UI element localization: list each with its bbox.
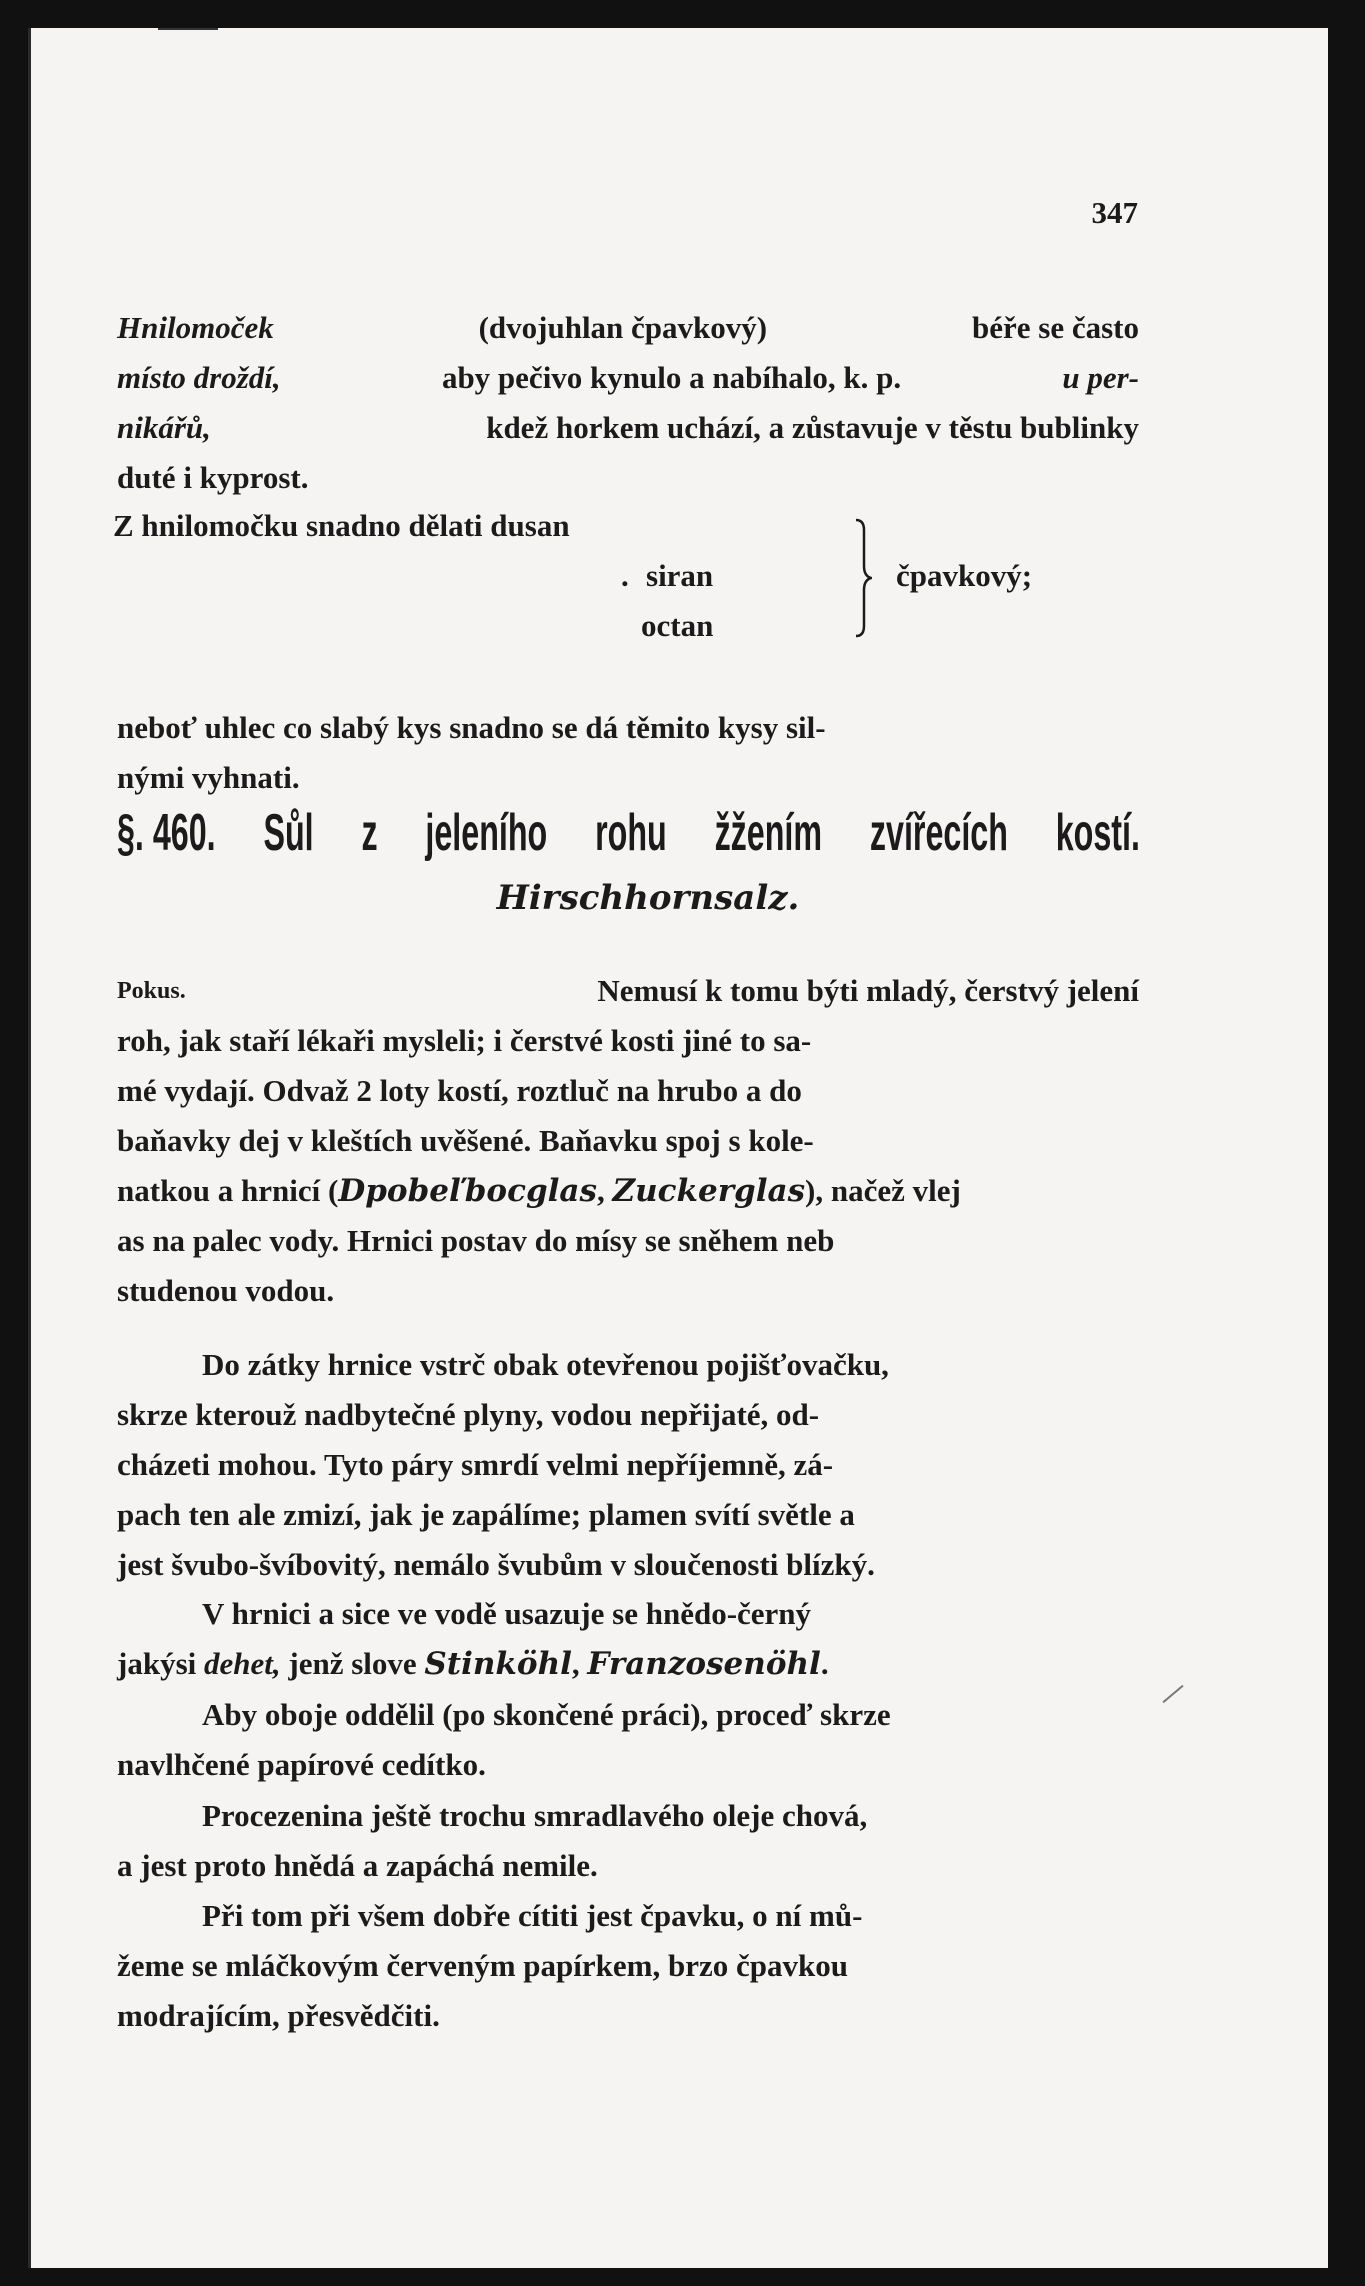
text-fragment: . bbox=[820, 1646, 829, 1681]
text-line: pach ten ale zmizí, jak je zapálíme; plamen svítí světle a bbox=[117, 1497, 855, 1532]
section-subheading bbox=[28, 878, 1298, 918]
formula-siran: siran bbox=[646, 558, 714, 593]
term-misto-drozdi: místo droždí, bbox=[117, 360, 281, 395]
text-line: Do zátky hrnice vstrč obak otevřenou pojišťovačku, bbox=[202, 1347, 889, 1382]
paragraph-do-zatky bbox=[117, 1340, 1139, 1590]
text-fragment: jenž slove bbox=[280, 1646, 425, 1681]
fraktur-term: Franzosenöhl bbox=[587, 1646, 821, 1682]
text-fragment: , bbox=[571, 1646, 588, 1681]
term-pernikaru: nikářů, bbox=[117, 410, 211, 445]
paragraph-pri-tom bbox=[117, 1891, 1139, 2041]
formula-intro: Z hnilomočku snadno dělati dusan bbox=[113, 508, 570, 543]
heading-word: z bbox=[361, 804, 378, 862]
text-line: V hrnici a sice ve vodě usazuje se hnědo-černý bbox=[202, 1596, 812, 1631]
curly-brace-icon bbox=[854, 518, 872, 638]
term-u-pernikaru: u per- bbox=[1062, 360, 1139, 395]
text-line: neboť uhlec co slabý kys snadno se dá těmito kysy sil- bbox=[117, 710, 826, 745]
fraktur-term: Zuckerglas bbox=[612, 1173, 806, 1209]
book-page bbox=[28, 28, 1328, 2268]
text-fragment: béře se často bbox=[971, 310, 1139, 345]
subheading-text: Hirschhornsalz. bbox=[496, 878, 800, 918]
text-line bbox=[117, 966, 1139, 1016]
text-line: roh, jak staří lékaři mysleli; i čerstvé kosti jiné to sa- bbox=[117, 1023, 812, 1058]
text-fragment: kdež horkem uchází, a zůstavuje v těstu bublinky bbox=[486, 410, 1139, 445]
paragraph-neboť bbox=[117, 703, 1139, 803]
text-line: navlhčené papírové cedítko. bbox=[117, 1747, 486, 1782]
text-line: as na palec vody. Hrnici postav do mísy se sněhem neb bbox=[117, 1223, 835, 1258]
text-line: Procezenina ještě trochu smradlavého oleje chová, bbox=[202, 1798, 868, 1833]
text-fragment: natkou a hrnicí ( bbox=[117, 1173, 339, 1208]
text-line: Aby oboje oddělil (po skončené práci), proceď skrze bbox=[202, 1697, 891, 1732]
text-line bbox=[117, 1639, 1139, 1689]
pokus-label: Pokus. bbox=[117, 978, 186, 1004]
page-number: 347 bbox=[1091, 195, 1138, 230]
margin-mark bbox=[1162, 1685, 1183, 1703]
text-fragment: jakýsi bbox=[117, 1646, 204, 1681]
text-fragment: , bbox=[596, 1173, 613, 1208]
paragraph-pokus bbox=[117, 966, 1139, 1316]
term-dehet: dehet, bbox=[204, 1646, 281, 1681]
text-line: nými vyhnati. bbox=[117, 760, 300, 795]
text-line bbox=[117, 1166, 1139, 1216]
text-line: žeme se mláčkovým červeným papírkem, brzo čpavkou bbox=[117, 1948, 848, 1983]
paragraph-v-hrnici bbox=[117, 1589, 1139, 1689]
heading-word: Sůl bbox=[263, 804, 314, 862]
text-fragment: ), načež vlej bbox=[805, 1173, 961, 1208]
text-line: baňavky dej v kleštích uvěšené. Baňavku spoj s kole- bbox=[117, 1123, 814, 1158]
fraktur-term: Dpobeľbocglas bbox=[338, 1173, 597, 1209]
formula-octan: octan bbox=[641, 608, 714, 643]
text-line: duté i kyprost. bbox=[117, 460, 309, 495]
heading-word: žžením bbox=[714, 804, 823, 862]
formula-result: čpavkový; bbox=[896, 558, 1033, 593]
text-line: modrajícím, přesvědčiti. bbox=[117, 1998, 440, 2033]
paragraph-aby-oboje bbox=[117, 1690, 1139, 1790]
text-line bbox=[117, 403, 1139, 453]
section-number: §. 460. bbox=[117, 804, 216, 862]
text-fragment: (dvojuhlan čpavkový) bbox=[478, 310, 768, 345]
formula-dot: . bbox=[621, 558, 629, 593]
text-line: studenou vodou. bbox=[117, 1273, 335, 1308]
text-line: mé vydají. Odvaž 2 loty kostí, roztluč na hrubo a do bbox=[117, 1073, 802, 1108]
fraktur-term: Stinköhl bbox=[424, 1646, 572, 1682]
heading-word: kostí. bbox=[1055, 804, 1140, 862]
heading-word: rohu bbox=[595, 804, 667, 862]
text-fragment: Nemusí k tomu býti mladý, čerstvý jelení bbox=[597, 973, 1139, 1008]
text-line: Při tom při všem dobře cítiti jest čpavku, o ní mů- bbox=[202, 1898, 863, 1933]
text-fragment: aby pečivo kynulo a nabíhalo, k. p. bbox=[441, 360, 902, 395]
text-line: skrze kterouž nadbytečné plyny, vodou nepřijaté, od- bbox=[117, 1397, 820, 1432]
heading-word: zvířecích bbox=[869, 804, 1008, 862]
section-heading bbox=[117, 803, 1140, 863]
paragraph-procezenina bbox=[117, 1791, 1139, 1891]
text-line: a jest proto hnědá a zapáchá nemile. bbox=[117, 1848, 598, 1883]
text-line: jest švubo-švíbovitý, nemálo švubům v sloučenosti blízký. bbox=[117, 1547, 875, 1582]
term-hnilomocek: Hnilomoček bbox=[117, 310, 274, 345]
text-line: cházeti mohou. Tyto páry smrdí velmi nepříjemně, zá- bbox=[117, 1447, 834, 1482]
heading-word: jeleního bbox=[425, 804, 548, 862]
